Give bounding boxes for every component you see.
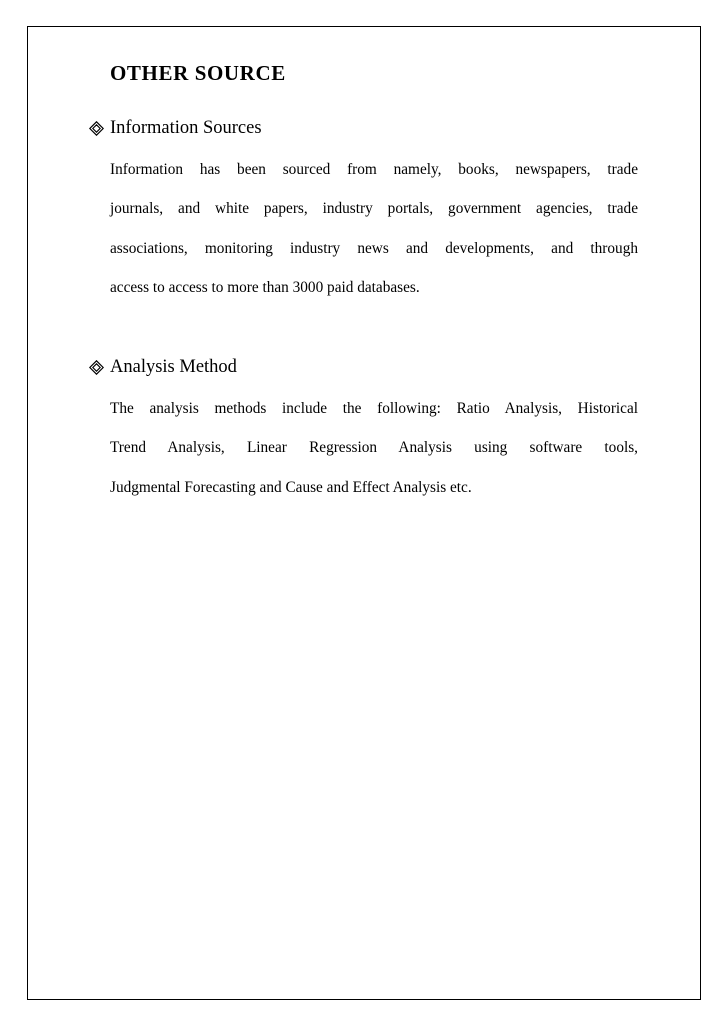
- paragraph-line: access to access to more than 3000 paid databases.: [110, 279, 420, 296]
- paragraph-line: associations, monitoring industry news and developments, and through: [110, 240, 638, 257]
- section-title-label: Information Sources: [110, 118, 262, 138]
- section-title-label: Analysis Method: [110, 357, 237, 377]
- page-heading: OTHER SOURCE: [110, 61, 286, 85]
- paragraph-line: journals, and white papers, industry portals, government agencies, trade: [110, 200, 638, 217]
- diamond-bullet-icon: [89, 121, 104, 136]
- section-title-information-sources: [89, 118, 262, 139]
- paragraph-line: Information has been sourced from namely, books, newspapers, trade: [110, 161, 638, 178]
- paragraph-line: Trend Analysis, Linear Regression Analysis using software tools,: [110, 439, 638, 456]
- paragraph-line: Judgmental Forecasting and Cause and Effect Analysis etc.: [110, 479, 472, 496]
- section-title-analysis-method: [89, 357, 237, 378]
- diamond-bullet-icon: [89, 360, 104, 375]
- paragraph-line: The analysis methods include the following: Ratio Analysis, Historical: [110, 400, 638, 417]
